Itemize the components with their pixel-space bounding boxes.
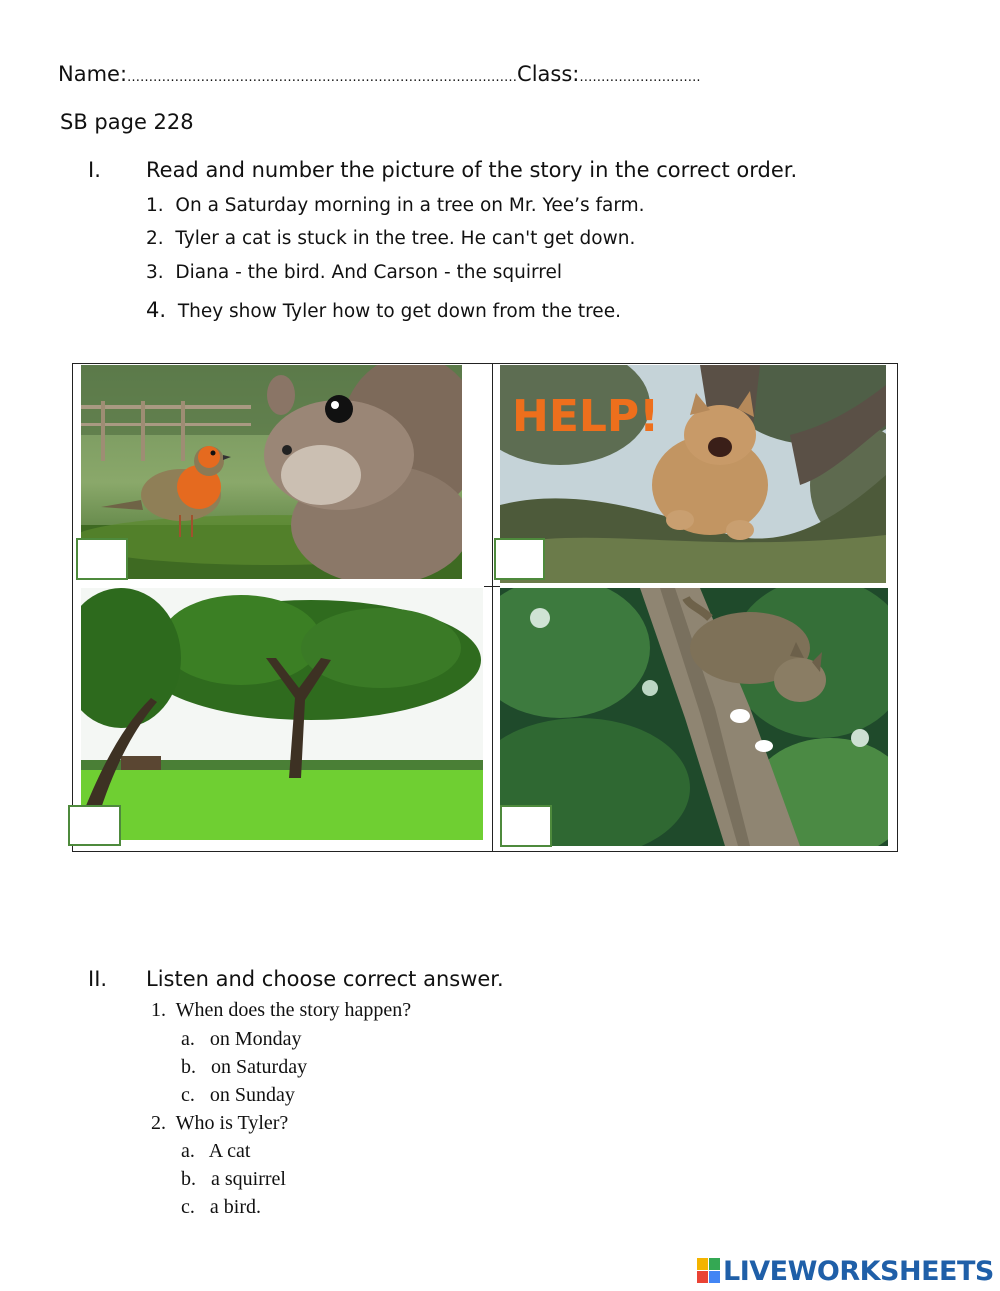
answer-box-bird-squirrel[interactable] <box>76 538 128 580</box>
q2-option-c[interactable]: c. a bird. <box>181 1196 261 1218</box>
story-item-2: 2. Tyler a cat is stuck in the tree. He can't get down. <box>146 228 636 249</box>
q1-option-a[interactable]: a. on Monday <box>181 1028 302 1050</box>
tree-field-illustration <box>81 588 483 840</box>
q2-option-b[interactable]: b. a squirrel <box>181 1168 286 1190</box>
question-2: 2. Who is Tyler? <box>151 1112 289 1134</box>
photo-tree-field <box>81 588 483 840</box>
photo-bird-squirrel <box>81 365 462 579</box>
cat-climbing-illustration <box>500 588 888 846</box>
grid-divider-h <box>484 586 500 587</box>
story-item-1: 1. On a Saturday morning in a tree on Mr. Yee’s farm. <box>146 195 645 216</box>
class-blank[interactable]: ………………………. <box>579 70 701 85</box>
grid-divider <box>492 363 493 852</box>
section2-title: Listen and choose correct answer. <box>146 967 504 991</box>
story-item-4: 4. They show Tyler how to get down from the tree. <box>146 298 621 322</box>
liveworksheets-logo-icon <box>697 1258 721 1284</box>
class-label: Class: <box>517 62 580 86</box>
story-item-3: 3. Diana - the bird. And Carson - the squirrel <box>146 262 563 283</box>
answer-box-cat-climbing[interactable] <box>500 805 552 847</box>
page-reference: SB page 228 <box>60 110 194 134</box>
liveworksheets-logo <box>697 1254 994 1288</box>
question-1: 1. When does the story happen? <box>151 999 412 1021</box>
logo-text: LIVEWORKSHEETS <box>723 1255 994 1287</box>
q1-option-b[interactable]: b. on Saturday <box>181 1056 308 1078</box>
photo-cat-help <box>500 365 886 583</box>
q1-option-c[interactable]: c. on Sunday <box>181 1084 295 1106</box>
photo-cat-climbing <box>500 588 888 846</box>
q2-option-a[interactable]: a. A cat <box>181 1140 251 1162</box>
name-class-line <box>58 62 701 86</box>
answer-box-tree-field[interactable] <box>68 805 121 846</box>
name-label: Name: <box>58 62 128 86</box>
answer-box-cat-help[interactable] <box>494 538 545 580</box>
help-text: HELP! <box>512 391 660 442</box>
cat-help-illustration <box>500 365 886 583</box>
name-blank[interactable]: ……………………………………………………………………………… <box>127 70 518 85</box>
bird-squirrel-illustration <box>81 365 462 579</box>
section1-title: Read and number the picture of the story in the correct order. <box>146 158 798 182</box>
section2-number: II. <box>88 967 108 991</box>
section1-number: I. <box>88 158 101 182</box>
